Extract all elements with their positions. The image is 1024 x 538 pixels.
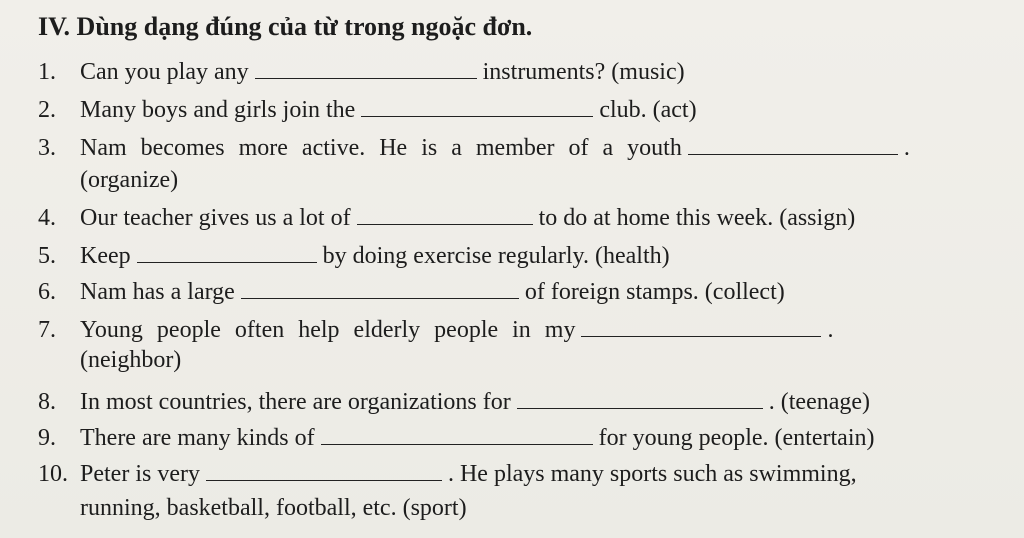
question-7 — [38, 316, 833, 344]
question-text-after: to do at home this week. (assign) — [538, 205, 856, 231]
question-number: 5. — [38, 243, 56, 269]
answer-blank[interactable] — [581, 316, 821, 337]
question-number: 8. — [38, 389, 56, 415]
question-text-before: There are many kinds of — [80, 425, 315, 451]
answer-blank[interactable] — [137, 242, 317, 263]
question-8 — [38, 388, 870, 416]
answer-blank[interactable] — [517, 388, 763, 409]
question-number: 2. — [38, 97, 56, 123]
question-text-before: Can you play any — [80, 59, 249, 85]
question-9 — [38, 424, 874, 452]
exercise-title: IV. Dùng dạng đúng của từ trong ngoặc đơn. — [38, 12, 533, 41]
answer-blank[interactable] — [206, 460, 442, 481]
answer-blank[interactable] — [361, 96, 593, 117]
question-number: 7. — [38, 317, 56, 343]
question-10 — [38, 460, 857, 488]
question-text-before: Many boys and girls join the — [80, 97, 356, 123]
question-7-continuation: (neighbor) — [80, 347, 182, 373]
question-text-before: Young people often help elderly people in my — [80, 317, 576, 343]
answer-blank[interactable] — [688, 134, 898, 155]
answer-blank[interactable] — [241, 278, 519, 299]
question-number: 4. — [38, 205, 56, 231]
question-number: 10. — [38, 461, 68, 487]
question-text-before: Nam becomes more active. He is a member of a youth — [80, 135, 682, 161]
question-4 — [38, 204, 855, 232]
question-number: 9. — [38, 425, 56, 451]
question-text-before: Nam has a large — [80, 279, 235, 305]
question-6 — [38, 278, 785, 306]
question-10-continuation: running, basketball, football, etc. (sport) — [80, 495, 467, 521]
question-text-before: Peter is very — [80, 461, 200, 487]
question-text-after: . (teenage) — [768, 389, 871, 415]
question-text-after: . He plays many sports such as swimming, — [447, 461, 857, 487]
question-number: 3. — [38, 135, 56, 161]
answer-blank[interactable] — [255, 58, 477, 79]
question-number: 1. — [38, 59, 56, 85]
question-text-before: In most countries, there are organizations for — [80, 389, 511, 415]
answer-blank[interactable] — [321, 424, 593, 445]
question-text-after: of foreign stamps. (collect) — [524, 279, 785, 305]
question-1 — [38, 58, 685, 86]
question-5 — [38, 242, 670, 270]
question-text-after: club. (act) — [599, 97, 697, 123]
answer-blank[interactable] — [357, 204, 533, 225]
question-text-before: Keep — [80, 243, 131, 269]
question-text-after: by doing exercise regularly. (health) — [322, 243, 670, 269]
question-number: 6. — [38, 279, 56, 305]
question-text-after: . — [903, 135, 910, 161]
question-text-after: for young people. (entertain) — [598, 425, 875, 451]
question-3-continuation: (organize) — [80, 167, 179, 193]
question-text-after: instruments? (music) — [482, 59, 685, 85]
question-2 — [38, 96, 697, 124]
question-text-before: Our teacher gives us a lot of — [80, 205, 351, 231]
question-text-after: . — [827, 317, 834, 343]
question-3 — [38, 134, 910, 162]
